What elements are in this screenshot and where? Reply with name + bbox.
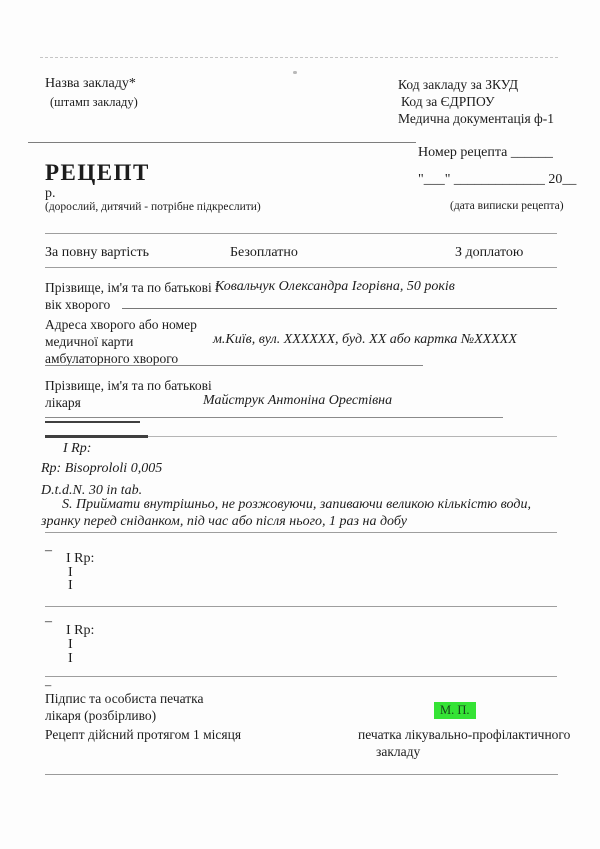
empty-rp-row: I [68, 651, 73, 666]
rp-section-thick-rule [45, 435, 148, 438]
margin-dash: – [45, 543, 52, 558]
empty-rp-row: I [68, 578, 73, 593]
patient-name-value: Ковальчук Олександра Ігорівна, 50 років [215, 279, 455, 294]
stamp-note-line2: закладу [376, 744, 421, 759]
validity-note: Рецепт дійсний протягом 1 місяця [45, 727, 242, 742]
doctor-name-label-line2: лікаря [45, 395, 81, 410]
divider-rule [45, 233, 557, 234]
date-note: (дата виписки рецепта) [450, 200, 564, 212]
patient-address-label-line3: амбулаторного хворого [45, 351, 179, 366]
med-doc-form-label: Медична документація ф-1 [398, 111, 555, 126]
divider-rule [28, 142, 416, 143]
patient-address-label-line2: медичної карти [45, 334, 134, 349]
rp-section-header: I Rp: [63, 441, 92, 456]
page-top-dotted-border [40, 57, 558, 58]
zkud-code-label: Код закладу за ЗКУД [398, 77, 519, 92]
signature-label-line1: Підпис та особиста печатка [45, 691, 204, 706]
signature-label-line2: лікаря (розбірливо) [45, 708, 157, 723]
rp-dtd-line: D.t.d.N. 30 in tab. [41, 483, 143, 498]
form-subtitle: р. [45, 186, 56, 201]
payment-free-label: Безоплатно [230, 245, 298, 260]
doctor-name-value: Майструк Антоніна Орестівна [203, 393, 393, 408]
patient-name-underline [122, 308, 557, 309]
divider-rule [45, 532, 557, 533]
divider-rule [45, 676, 557, 677]
empty-rp-header: I Rp: [66, 623, 95, 638]
underline-instruction-note: (дорослий, дитячий - потрібне підкреслити) [45, 201, 261, 213]
empty-rp-row: I [68, 637, 73, 652]
patient-address-value: м.Київ, вул. ХХХХХХ, буд. ХХ або картка №ХХХХХ [213, 332, 517, 347]
stamp-placeholder: М. П. [434, 702, 476, 719]
patient-name-label-line1: Прізвище, ім'я та по батькові і [45, 280, 219, 295]
empty-rp-header: I Rp: [66, 551, 95, 566]
facility-name-label: Назва закладу* [45, 76, 136, 91]
patient-age-label: вік хворого [45, 297, 111, 312]
prescription-number-field: Номер рецепта ______ [418, 145, 553, 160]
doctor-name-underline [45, 417, 503, 418]
rp-signatura: S. Приймати внутрішньо, не розжовуючи, запиваючи великою кількістю води, зранку перед сніданком, під час або після нього, 1 раз на добу [41, 497, 531, 529]
rp-section-thin-rule [148, 436, 557, 437]
divider-rule [45, 606, 557, 607]
bottom-rule [45, 774, 558, 775]
address-underline [45, 365, 423, 366]
divider-rule [45, 267, 557, 268]
payment-full-price-label: За повну вартість [45, 245, 150, 260]
margin-dash: – [45, 614, 52, 629]
date-blank-field: "___" _____________ 20__ [418, 172, 577, 187]
rp-drug-line: Rp: Bisoprololi 0,005 [41, 461, 163, 476]
stamp-note-line1: печатка лікувально-профілактичного [358, 727, 571, 742]
facility-stamp-note: (штамп закладу) [50, 95, 138, 109]
form-title: РЕЦЕПТ [45, 160, 150, 185]
short-dark-rule [45, 421, 140, 423]
patient-address-label-line1: Адреса хворого або номер [45, 317, 197, 332]
payment-surcharge-label: З доплатою [455, 245, 524, 260]
empty-rp-row: I [68, 565, 73, 580]
scan-speck [293, 71, 297, 74]
edrpou-code-label: Код за ЄДРПОУ [401, 94, 495, 109]
margin-dash: – [45, 678, 52, 692]
doctor-name-label-line1: Прізвище, ім'я та по батькові [45, 378, 212, 393]
